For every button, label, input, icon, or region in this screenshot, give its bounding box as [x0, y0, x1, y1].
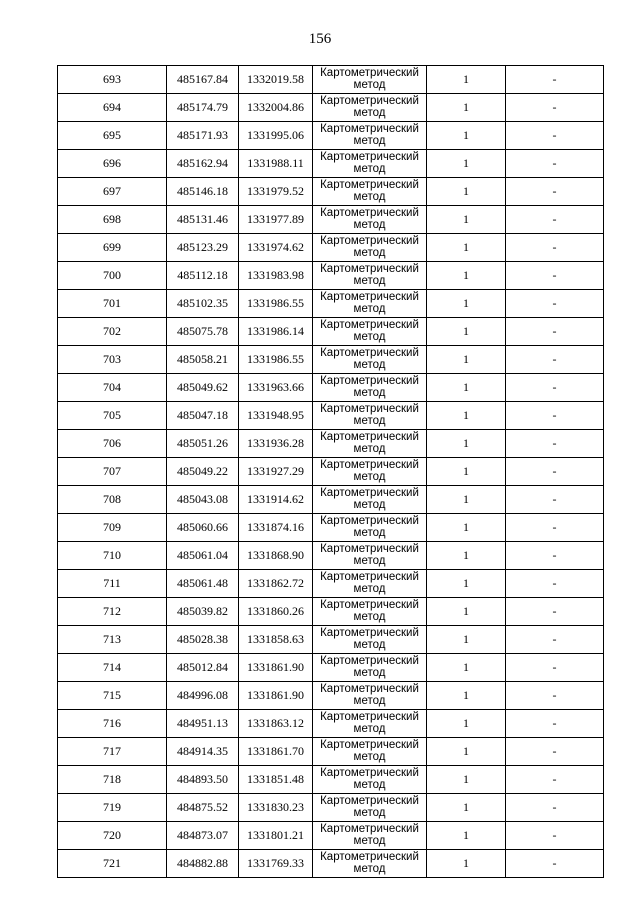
y-coordinate-cell: 1331927.29	[239, 458, 313, 486]
method-line-2: метод	[353, 583, 386, 595]
point-number-cell: 705	[58, 402, 167, 430]
method-line-1: Картометрический	[320, 403, 419, 415]
point-number-cell: 697	[58, 178, 167, 206]
method-line-1: Картометрический	[320, 711, 419, 723]
method-line-1: Картометрический	[320, 179, 419, 191]
point-number-cell: 708	[58, 486, 167, 514]
method-cell	[313, 66, 427, 94]
method-line-2: метод	[353, 499, 386, 511]
method-line-2: метод	[353, 555, 386, 567]
x-coordinate-cell: 485012.84	[167, 654, 239, 682]
method-line-2: метод	[353, 247, 386, 259]
method-cell	[313, 458, 427, 486]
method-line-1: Картометрический	[320, 655, 419, 667]
accuracy-cell: 1	[427, 598, 506, 626]
x-coordinate-cell: 485061.04	[167, 542, 239, 570]
table-row	[58, 850, 604, 878]
table-row	[58, 542, 604, 570]
method-line-1: Картометрический	[320, 459, 419, 471]
x-coordinate-cell: 484951.13	[167, 710, 239, 738]
method-line-2: метод	[353, 695, 386, 707]
method-cell	[313, 654, 427, 682]
table-row	[58, 822, 604, 850]
method-line-2: метод	[353, 863, 386, 875]
method-line-2: метод	[353, 779, 386, 791]
point-number-cell: 694	[58, 94, 167, 122]
point-number-cell: 700	[58, 262, 167, 290]
y-coordinate-cell: 1331936.28	[239, 430, 313, 458]
method-cell	[313, 178, 427, 206]
method-line-2: метод	[353, 331, 386, 343]
accuracy-cell: 1	[427, 206, 506, 234]
method-line-1: Картометрический	[320, 571, 419, 583]
y-coordinate-cell: 1331983.98	[239, 262, 313, 290]
y-coordinate-cell: 1331986.55	[239, 346, 313, 374]
accuracy-cell: 1	[427, 570, 506, 598]
accuracy-cell: 1	[427, 430, 506, 458]
note-cell: -	[506, 318, 604, 346]
y-coordinate-cell: 1331769.33	[239, 850, 313, 878]
table-row	[58, 178, 604, 206]
table-row	[58, 262, 604, 290]
method-line-1: Картометрический	[320, 151, 419, 163]
method-cell	[313, 234, 427, 262]
method-cell	[313, 710, 427, 738]
method-line-1: Картометрический	[320, 599, 419, 611]
point-number-cell: 720	[58, 822, 167, 850]
method-line-1: Картометрический	[320, 627, 419, 639]
method-cell	[313, 346, 427, 374]
point-number-cell: 701	[58, 290, 167, 318]
method-line-1: Картометрический	[320, 739, 419, 751]
method-cell	[313, 486, 427, 514]
accuracy-cell: 1	[427, 66, 506, 94]
accuracy-cell: 1	[427, 374, 506, 402]
accuracy-cell: 1	[427, 122, 506, 150]
note-cell: -	[506, 682, 604, 710]
y-coordinate-cell: 1331977.89	[239, 206, 313, 234]
method-cell	[313, 542, 427, 570]
method-line-1: Картометрический	[320, 263, 419, 275]
note-cell: -	[506, 542, 604, 570]
table-row	[58, 486, 604, 514]
note-cell: -	[506, 430, 604, 458]
x-coordinate-cell: 485123.29	[167, 234, 239, 262]
note-cell: -	[506, 290, 604, 318]
method-line-2: метод	[353, 303, 386, 315]
page-number: 156	[308, 31, 332, 47]
point-number-cell: 707	[58, 458, 167, 486]
method-line-1: Картометрический	[320, 347, 419, 359]
method-cell	[313, 262, 427, 290]
method-line-1: Картометрический	[320, 67, 419, 79]
method-line-1: Картометрический	[320, 291, 419, 303]
method-line-2: метод	[353, 275, 386, 287]
method-cell	[313, 514, 427, 542]
table-row	[58, 206, 604, 234]
point-number-cell: 718	[58, 766, 167, 794]
method-cell	[313, 318, 427, 346]
note-cell: -	[506, 766, 604, 794]
x-coordinate-cell: 484882.88	[167, 850, 239, 878]
accuracy-cell: 1	[427, 458, 506, 486]
y-coordinate-cell: 1331995.06	[239, 122, 313, 150]
y-coordinate-cell: 1331851.48	[239, 766, 313, 794]
point-number-cell: 693	[58, 66, 167, 94]
table-row	[58, 570, 604, 598]
method-line-1: Картометрический	[320, 683, 419, 695]
method-cell	[313, 738, 427, 766]
note-cell: -	[506, 654, 604, 682]
table-row	[58, 94, 604, 122]
method-line-1: Картометрический	[320, 123, 419, 135]
accuracy-cell: 1	[427, 654, 506, 682]
y-coordinate-cell: 1331861.90	[239, 654, 313, 682]
accuracy-cell: 1	[427, 402, 506, 430]
x-coordinate-cell: 485112.18	[167, 262, 239, 290]
y-coordinate-cell: 1331988.11	[239, 150, 313, 178]
y-coordinate-cell: 1331868.90	[239, 542, 313, 570]
accuracy-cell: 1	[427, 234, 506, 262]
point-number-cell: 710	[58, 542, 167, 570]
method-line-1: Картометрический	[320, 851, 419, 863]
x-coordinate-cell: 485060.66	[167, 514, 239, 542]
note-cell: -	[506, 458, 604, 486]
note-cell: -	[506, 486, 604, 514]
method-line-1: Картометрический	[320, 319, 419, 331]
note-cell: -	[506, 710, 604, 738]
table-row	[58, 234, 604, 262]
method-cell	[313, 598, 427, 626]
method-line-2: метод	[353, 835, 386, 847]
point-number-cell: 696	[58, 150, 167, 178]
table-row	[58, 794, 604, 822]
accuracy-cell: 1	[427, 94, 506, 122]
accuracy-cell: 1	[427, 766, 506, 794]
table-row	[58, 402, 604, 430]
method-line-1: Картометрический	[320, 543, 419, 555]
table-row	[58, 150, 604, 178]
y-coordinate-cell: 1331986.55	[239, 290, 313, 318]
method-line-1: Картометрический	[320, 795, 419, 807]
table-row	[58, 346, 604, 374]
accuracy-cell: 1	[427, 822, 506, 850]
accuracy-cell: 1	[427, 486, 506, 514]
table-row	[58, 738, 604, 766]
x-coordinate-cell: 485039.82	[167, 598, 239, 626]
x-coordinate-cell: 485102.35	[167, 290, 239, 318]
method-cell	[313, 430, 427, 458]
note-cell: -	[506, 794, 604, 822]
method-line-2: метод	[353, 611, 386, 623]
method-line-2: метод	[353, 667, 386, 679]
method-line-1: Картометрический	[320, 95, 419, 107]
note-cell: -	[506, 570, 604, 598]
accuracy-cell: 1	[427, 738, 506, 766]
method-cell	[313, 766, 427, 794]
point-number-cell: 703	[58, 346, 167, 374]
x-coordinate-cell: 485174.79	[167, 94, 239, 122]
accuracy-cell: 1	[427, 626, 506, 654]
x-coordinate-cell: 484893.50	[167, 766, 239, 794]
method-cell	[313, 122, 427, 150]
y-coordinate-cell: 1331948.95	[239, 402, 313, 430]
x-coordinate-cell: 485167.84	[167, 66, 239, 94]
method-line-2: метод	[353, 387, 386, 399]
method-cell	[313, 150, 427, 178]
method-line-2: метод	[353, 359, 386, 371]
method-line-2: метод	[353, 723, 386, 735]
table-row	[58, 710, 604, 738]
accuracy-cell: 1	[427, 178, 506, 206]
table-row	[58, 318, 604, 346]
x-coordinate-cell: 484914.35	[167, 738, 239, 766]
accuracy-cell: 1	[427, 150, 506, 178]
point-number-cell: 716	[58, 710, 167, 738]
method-cell	[313, 374, 427, 402]
y-coordinate-cell: 1332004.86	[239, 94, 313, 122]
x-coordinate-cell: 485058.21	[167, 346, 239, 374]
point-number-cell: 709	[58, 514, 167, 542]
accuracy-cell: 1	[427, 542, 506, 570]
y-coordinate-cell: 1331874.16	[239, 514, 313, 542]
note-cell: -	[506, 66, 604, 94]
accuracy-cell: 1	[427, 514, 506, 542]
x-coordinate-cell: 484996.08	[167, 682, 239, 710]
accuracy-cell: 1	[427, 794, 506, 822]
point-number-cell: 714	[58, 654, 167, 682]
method-line-2: метод	[353, 639, 386, 651]
method-cell	[313, 402, 427, 430]
y-coordinate-cell: 1331861.70	[239, 738, 313, 766]
note-cell: -	[506, 262, 604, 290]
point-number-cell: 699	[58, 234, 167, 262]
note-cell: -	[506, 206, 604, 234]
x-coordinate-cell: 485146.18	[167, 178, 239, 206]
point-number-cell: 706	[58, 430, 167, 458]
accuracy-cell: 1	[427, 290, 506, 318]
x-coordinate-cell: 485028.38	[167, 626, 239, 654]
table-row	[58, 66, 604, 94]
point-number-cell: 712	[58, 598, 167, 626]
table-row	[58, 122, 604, 150]
point-number-cell: 717	[58, 738, 167, 766]
point-number-cell: 698	[58, 206, 167, 234]
note-cell: -	[506, 514, 604, 542]
note-cell: -	[506, 822, 604, 850]
y-coordinate-cell: 1331830.23	[239, 794, 313, 822]
x-coordinate-cell: 484873.07	[167, 822, 239, 850]
method-cell	[313, 290, 427, 318]
point-number-cell: 721	[58, 850, 167, 878]
point-number-cell: 704	[58, 374, 167, 402]
method-cell	[313, 206, 427, 234]
accuracy-cell: 1	[427, 318, 506, 346]
x-coordinate-cell: 485061.48	[167, 570, 239, 598]
note-cell: -	[506, 626, 604, 654]
method-line-1: Картометрический	[320, 375, 419, 387]
table-row	[58, 682, 604, 710]
note-cell: -	[506, 738, 604, 766]
x-coordinate-cell: 485162.94	[167, 150, 239, 178]
y-coordinate-cell: 1331862.72	[239, 570, 313, 598]
note-cell: -	[506, 346, 604, 374]
method-line-1: Картометрический	[320, 823, 419, 835]
accuracy-cell: 1	[427, 850, 506, 878]
note-cell: -	[506, 402, 604, 430]
method-cell	[313, 794, 427, 822]
method-line-2: метод	[353, 751, 386, 763]
note-cell: -	[506, 850, 604, 878]
method-line-1: Картометрический	[320, 207, 419, 219]
method-line-2: метод	[353, 471, 386, 483]
method-cell	[313, 570, 427, 598]
x-coordinate-cell: 485075.78	[167, 318, 239, 346]
note-cell: -	[506, 94, 604, 122]
method-line-2: метод	[353, 135, 386, 147]
note-cell: -	[506, 178, 604, 206]
accuracy-cell: 1	[427, 262, 506, 290]
method-line-1: Картометрический	[320, 767, 419, 779]
table-row	[58, 598, 604, 626]
y-coordinate-cell: 1331861.90	[239, 682, 313, 710]
x-coordinate-cell: 485051.26	[167, 430, 239, 458]
x-coordinate-cell: 485131.46	[167, 206, 239, 234]
x-coordinate-cell: 485049.22	[167, 458, 239, 486]
table-row	[58, 290, 604, 318]
y-coordinate-cell: 1331863.12	[239, 710, 313, 738]
table-row	[58, 430, 604, 458]
table-row	[58, 626, 604, 654]
x-coordinate-cell: 485043.08	[167, 486, 239, 514]
table-row	[58, 374, 604, 402]
method-line-1: Картометрический	[320, 235, 419, 247]
x-coordinate-cell: 485049.62	[167, 374, 239, 402]
accuracy-cell: 1	[427, 682, 506, 710]
y-coordinate-cell: 1332019.58	[239, 66, 313, 94]
method-line-2: метод	[353, 163, 386, 175]
accuracy-cell: 1	[427, 710, 506, 738]
method-line-2: метод	[353, 79, 386, 91]
y-coordinate-cell: 1331974.62	[239, 234, 313, 262]
coordinates-table-body	[58, 66, 604, 878]
table-row	[58, 458, 604, 486]
x-coordinate-cell: 484875.52	[167, 794, 239, 822]
method-line-2: метод	[353, 107, 386, 119]
table-row	[58, 514, 604, 542]
y-coordinate-cell: 1331858.63	[239, 626, 313, 654]
x-coordinate-cell: 485047.18	[167, 402, 239, 430]
table-row	[58, 654, 604, 682]
note-cell: -	[506, 150, 604, 178]
method-cell	[313, 626, 427, 654]
method-line-1: Картометрический	[320, 431, 419, 443]
point-number-cell: 715	[58, 682, 167, 710]
y-coordinate-cell: 1331963.66	[239, 374, 313, 402]
y-coordinate-cell: 1331801.21	[239, 822, 313, 850]
coordinates-table	[57, 65, 604, 878]
method-cell	[313, 822, 427, 850]
method-line-1: Картометрический	[320, 487, 419, 499]
x-coordinate-cell: 485171.93	[167, 122, 239, 150]
y-coordinate-cell: 1331986.14	[239, 318, 313, 346]
table-row	[58, 766, 604, 794]
note-cell: -	[506, 122, 604, 150]
note-cell: -	[506, 374, 604, 402]
point-number-cell: 695	[58, 122, 167, 150]
note-cell: -	[506, 234, 604, 262]
y-coordinate-cell: 1331860.26	[239, 598, 313, 626]
method-line-2: метод	[353, 807, 386, 819]
method-line-1: Картометрический	[320, 515, 419, 527]
method-line-2: метод	[353, 443, 386, 455]
point-number-cell: 713	[58, 626, 167, 654]
point-number-cell: 711	[58, 570, 167, 598]
method-line-2: метод	[353, 219, 386, 231]
method-line-2: метод	[353, 191, 386, 203]
method-line-2: метод	[353, 415, 386, 427]
accuracy-cell: 1	[427, 346, 506, 374]
note-cell: -	[506, 598, 604, 626]
method-cell	[313, 94, 427, 122]
y-coordinate-cell: 1331914.62	[239, 486, 313, 514]
point-number-cell: 702	[58, 318, 167, 346]
method-cell	[313, 850, 427, 878]
point-number-cell: 719	[58, 794, 167, 822]
method-line-2: метод	[353, 527, 386, 539]
y-coordinate-cell: 1331979.52	[239, 178, 313, 206]
method-cell	[313, 682, 427, 710]
